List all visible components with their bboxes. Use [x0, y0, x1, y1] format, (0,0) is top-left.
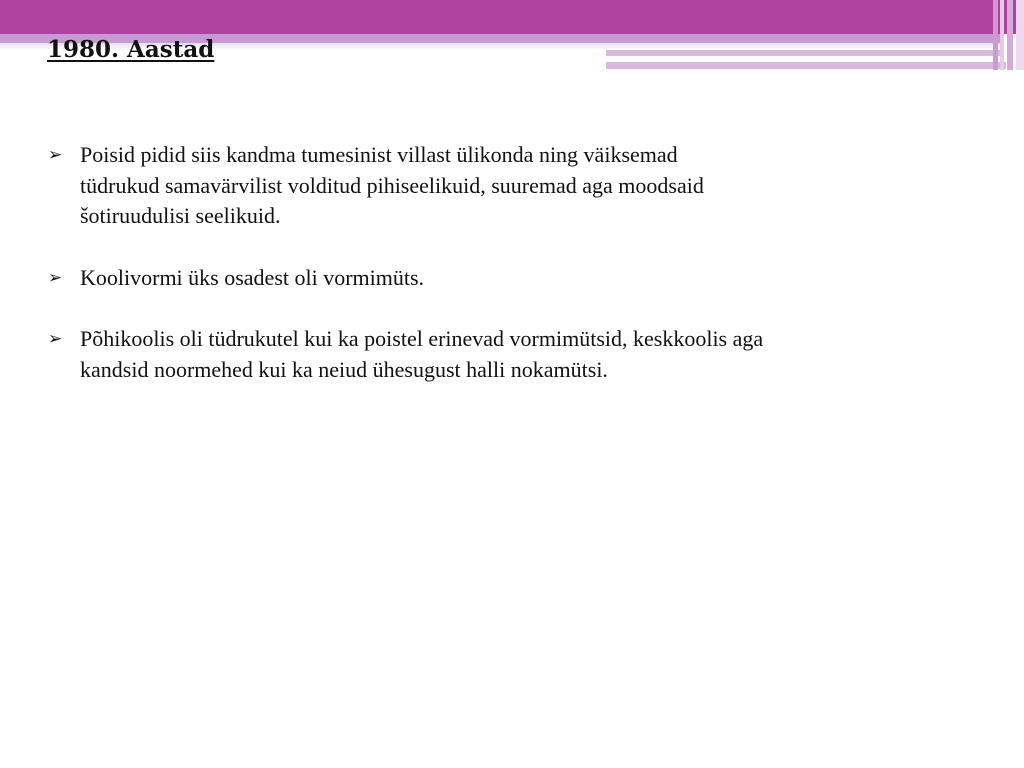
bullet-item [48, 324, 968, 385]
bullet-item [48, 263, 968, 294]
arrow-bullet-icon: ➢ [48, 329, 63, 349]
vertical-stripe [1007, 0, 1013, 70]
bullet-text [80, 263, 424, 294]
header-accent-line [826, 56, 948, 58]
arrow-bullet-icon: ➢ [48, 267, 63, 288]
bullet-line: kandsid noormehed kui ka neiud ühesugust halli nokamütsi. [80, 356, 608, 382]
bullet-list [48, 140, 968, 416]
header-band [0, 0, 1024, 34]
vertical-stripe [1000, 0, 1004, 70]
bullet-text [80, 324, 763, 385]
vertical-stripe [993, 0, 998, 70]
bullet-line: Koolivormi üks osadest oli vormimüts. [80, 264, 425, 290]
header-accent-bar-lower [606, 62, 1006, 69]
bullet-item [48, 140, 968, 232]
bullet-line: tüdrukud samavärvilist volditud pihiseelikuid, suuremad aga moodsaid [80, 172, 704, 198]
slide-title: 1980. Aastad [47, 36, 215, 63]
arrow-bullet-icon: ➢ [48, 145, 63, 165]
bullet-line: šotiruudulisi seelikuid. [80, 203, 281, 228]
vertical-stripe [1016, 0, 1024, 70]
bullet-text [80, 140, 704, 232]
bullet-line: Põhikoolis oli tüdrukutel kui ka poistel erinevad vormimütsid, keskkoolis aga [80, 326, 764, 351]
bullet-line: Poisid pidid siis kandma tumesinist villast ülikonda ning väiksemad [80, 142, 678, 167]
